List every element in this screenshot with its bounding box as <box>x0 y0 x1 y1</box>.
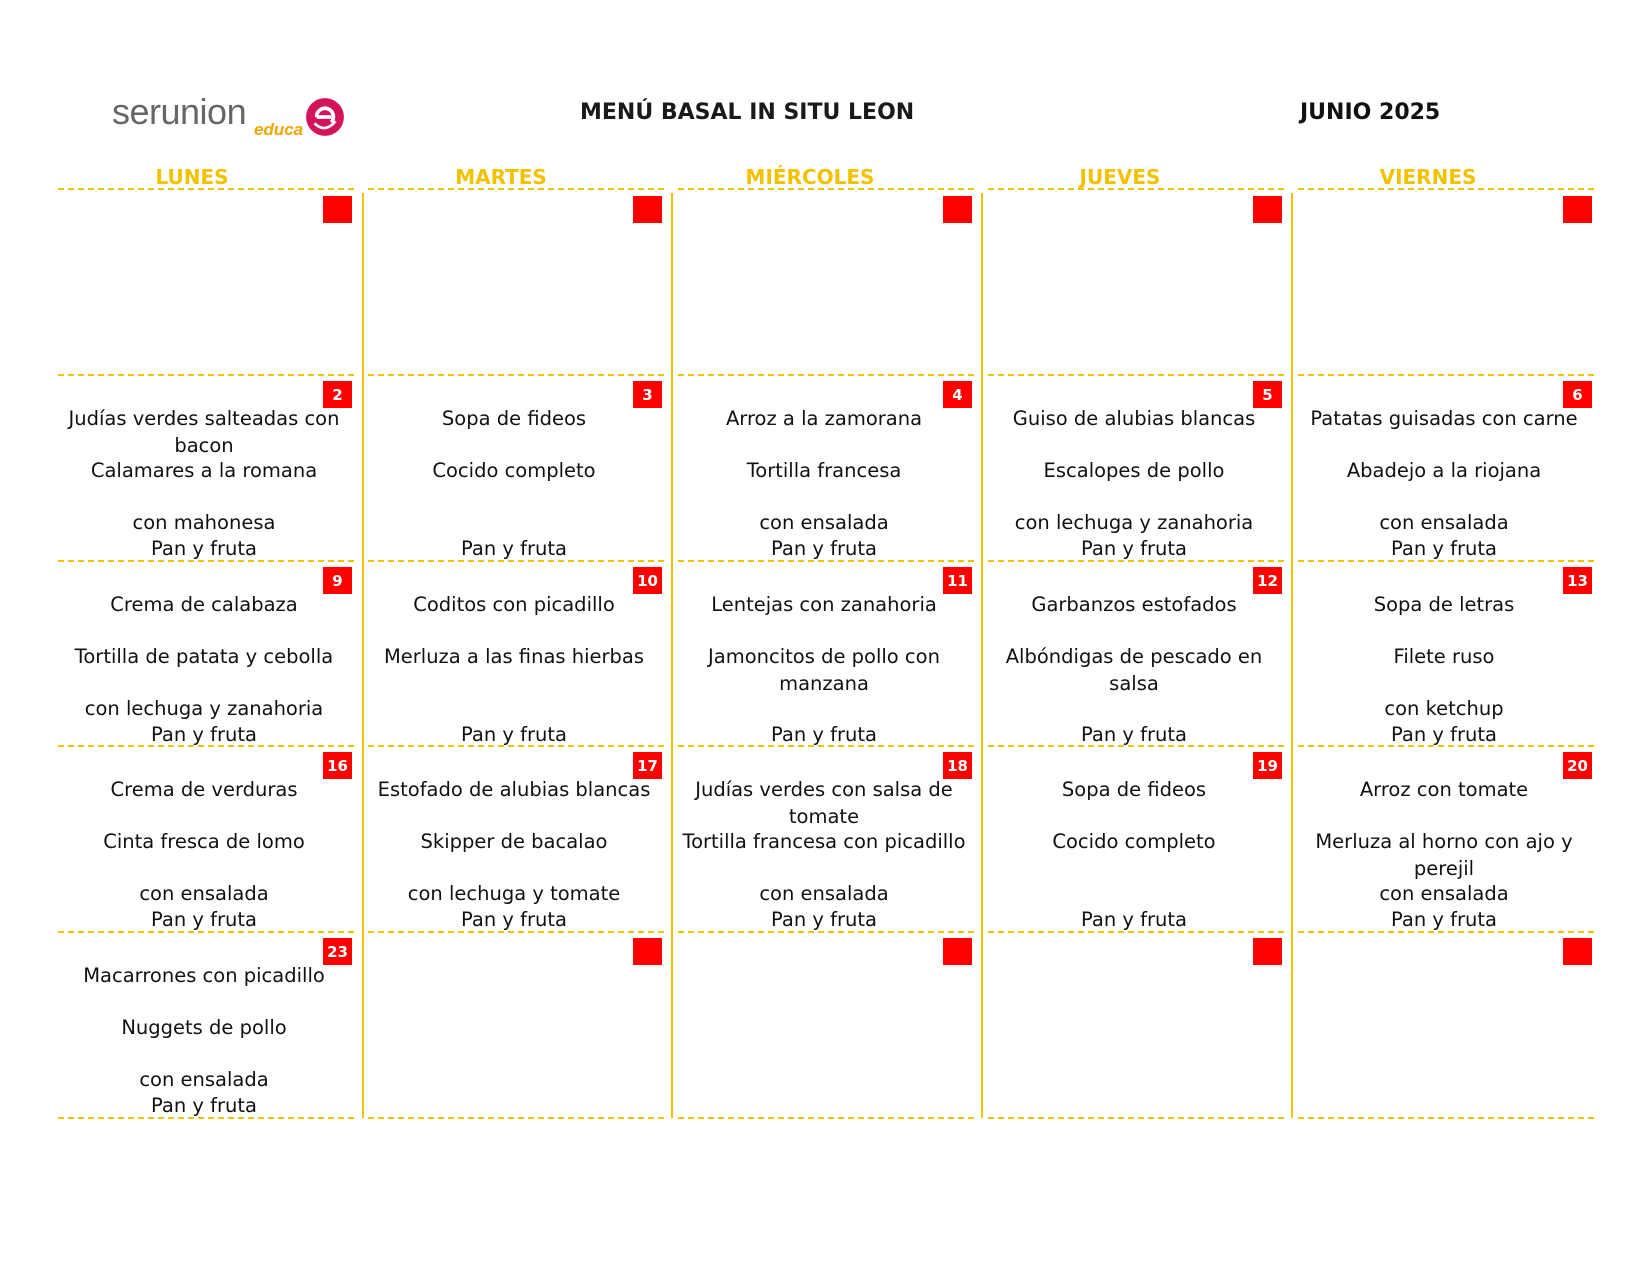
bread-fruit: Pan y fruta <box>151 908 257 931</box>
menu-day-cell <box>678 375 978 559</box>
menu-day-cell <box>368 746 668 930</box>
menu-day-cell <box>58 190 358 374</box>
first-course: Sopa de fideos <box>441 407 587 430</box>
second-course: Calamares a la romana <box>90 459 318 482</box>
second-course: Merluza al horno con ajo y perejil <box>1315 830 1573 880</box>
menu-day-cell <box>368 375 668 559</box>
bread-fruit: Pan y fruta <box>151 723 257 746</box>
second-course: Tortilla francesa con picadillo <box>682 830 966 853</box>
day-header-wednesday: MIÉRCOLES <box>745 165 875 189</box>
grid-divider <box>988 1117 1284 1119</box>
day-number-badge: 17 <box>633 752 662 779</box>
day-number-badge: 2 <box>323 381 352 408</box>
menu-day-cell <box>58 746 358 930</box>
first-course: Crema de calabaza <box>110 593 298 616</box>
second-course: Tortilla francesa <box>746 459 902 482</box>
second-course: Escalopes de pollo <box>1043 459 1225 482</box>
bread-fruit: Pan y fruta <box>151 537 257 560</box>
side-dish: con ensalada <box>1379 511 1509 534</box>
day-header-thursday: JUEVES <box>1079 165 1161 189</box>
bread-fruit: Pan y fruta <box>1391 537 1497 560</box>
menu-day-cell <box>1298 932 1598 1116</box>
page-title: MENÚ BASAL IN SITU LEON <box>580 100 915 125</box>
logo-e-icon <box>304 96 346 138</box>
menu-day-cell <box>58 375 358 559</box>
logo-wordmark: serunion <box>112 91 247 132</box>
day-header-friday: VIERNES <box>1379 165 1477 189</box>
menu-day-cell <box>988 190 1288 374</box>
menu-day-cell <box>1298 190 1598 374</box>
menu-day-cell <box>368 932 668 1116</box>
first-course: Arroz con tomate <box>1359 778 1529 801</box>
bread-fruit: Pan y fruta <box>771 723 877 746</box>
bread-fruit: Pan y fruta <box>1391 723 1497 746</box>
first-course: Guiso de alubias blancas <box>1012 407 1256 430</box>
day-number-badge <box>943 196 972 223</box>
bread-fruit: Pan y fruta <box>461 723 567 746</box>
bread-fruit: Pan y fruta <box>1081 908 1187 931</box>
side-dish: con lechuga y zanahoria <box>1014 511 1254 534</box>
side-dish: con lechuga y zanahoria <box>84 697 324 720</box>
first-course: Macarrones con picadillo <box>83 964 325 987</box>
day-number-badge: 16 <box>323 752 352 779</box>
bread-fruit: Pan y fruta <box>151 1094 257 1117</box>
day-number-badge: 3 <box>633 381 662 408</box>
bread-fruit: Pan y fruta <box>1081 537 1187 560</box>
column-divider <box>671 193 673 1118</box>
day-number-badge: 12 <box>1253 567 1282 594</box>
day-number-badge: 5 <box>1253 381 1282 408</box>
day-number-badge <box>633 196 662 223</box>
second-course: Cocido completo <box>1052 830 1216 853</box>
day-number-badge: 11 <box>943 567 972 594</box>
day-number-badge <box>633 938 662 965</box>
bread-fruit: Pan y fruta <box>771 537 877 560</box>
first-course: Judías verdes salteadas con bacon <box>68 407 340 457</box>
first-course: Sopa de fideos <box>1061 778 1207 801</box>
logo-subtitle: educa <box>254 120 304 139</box>
menu-day-cell <box>678 746 978 930</box>
second-course: Cinta fresca de lomo <box>103 830 305 853</box>
menu-day-cell <box>1298 746 1598 930</box>
day-number-badge: 6 <box>1563 381 1592 408</box>
menu-day-cell <box>678 932 978 1116</box>
month-label: JUNIO 2025 <box>1300 100 1441 125</box>
side-dish: con ensalada <box>139 1068 269 1091</box>
day-number-badge <box>1253 196 1282 223</box>
day-number-badge <box>1563 196 1592 223</box>
first-course: Sopa de letras <box>1373 593 1515 616</box>
side-dish: con ketchup <box>1384 697 1504 720</box>
first-course: Lentejas con zanahoria <box>711 593 937 616</box>
menu-day-cell <box>58 932 358 1116</box>
first-course: Arroz a la zamorana <box>725 407 923 430</box>
second-course: Nuggets de pollo <box>121 1016 287 1039</box>
first-course: Judías verdes con salsa de tomate <box>695 778 953 828</box>
second-course: Albóndigas de pescado en salsa <box>1005 645 1263 695</box>
day-number-badge: 4 <box>943 381 972 408</box>
menu-day-cell <box>678 561 978 745</box>
menu-day-cell <box>678 190 978 374</box>
day-number-badge <box>323 196 352 223</box>
menu-day-cell <box>58 561 358 745</box>
bread-fruit: Pan y fruta <box>1391 908 1497 931</box>
day-number-badge: 10 <box>633 567 662 594</box>
menu-day-cell <box>988 746 1288 930</box>
day-number-badge <box>943 938 972 965</box>
side-dish: con lechuga y tomate <box>407 882 621 905</box>
side-dish: con ensalada <box>759 882 889 905</box>
day-number-badge: 20 <box>1563 752 1592 779</box>
day-number-badge <box>1253 938 1282 965</box>
first-course: Estofado de alubias blancas <box>377 778 651 801</box>
bread-fruit: Pan y fruta <box>461 537 567 560</box>
second-course: Abadejo a la riojana <box>1346 459 1542 482</box>
second-course: Tortilla de patata y cebolla <box>74 645 334 668</box>
column-divider <box>1291 193 1293 1118</box>
bread-fruit: Pan y fruta <box>771 908 877 931</box>
side-dish: con ensalada <box>139 882 269 905</box>
column-divider <box>362 193 364 1118</box>
menu-day-cell <box>988 375 1288 559</box>
side-dish: con mahonesa <box>132 511 276 534</box>
day-number-badge <box>1563 938 1592 965</box>
day-number-badge: 18 <box>943 752 972 779</box>
day-number-badge: 9 <box>323 567 352 594</box>
second-course: Filete ruso <box>1393 645 1495 668</box>
menu-day-cell <box>988 932 1288 1116</box>
first-course: Crema de verduras <box>110 778 298 801</box>
day-number-badge: 23 <box>323 938 352 965</box>
first-course: Coditos con picadillo <box>413 593 615 616</box>
first-course: Garbanzos estofados <box>1031 593 1237 616</box>
side-dish: con ensalada <box>1379 882 1509 905</box>
menu-day-cell <box>1298 375 1598 559</box>
bread-fruit: Pan y fruta <box>1081 723 1187 746</box>
second-course: Cocido completo <box>432 459 596 482</box>
menu-day-cell <box>368 190 668 374</box>
grid-divider <box>678 1117 974 1119</box>
column-divider <box>981 193 983 1118</box>
menu-day-cell <box>1298 561 1598 745</box>
side-dish: con ensalada <box>759 511 889 534</box>
grid-divider <box>1298 1117 1594 1119</box>
first-course: Patatas guisadas con carne <box>1310 407 1578 430</box>
day-number-badge: 19 <box>1253 752 1282 779</box>
day-header-monday: LUNES <box>155 165 229 189</box>
menu-day-cell <box>368 561 668 745</box>
day-header-tuesday: MARTES <box>455 165 547 189</box>
grid-divider <box>368 1117 664 1119</box>
second-course: Merluza a las finas hierbas <box>383 645 645 668</box>
second-course: Jamoncitos de pollo con manzana <box>708 645 940 695</box>
second-course: Skipper de bacalao <box>420 830 608 853</box>
day-number-badge: 13 <box>1563 567 1592 594</box>
menu-day-cell <box>988 561 1288 745</box>
bread-fruit: Pan y fruta <box>461 908 567 931</box>
